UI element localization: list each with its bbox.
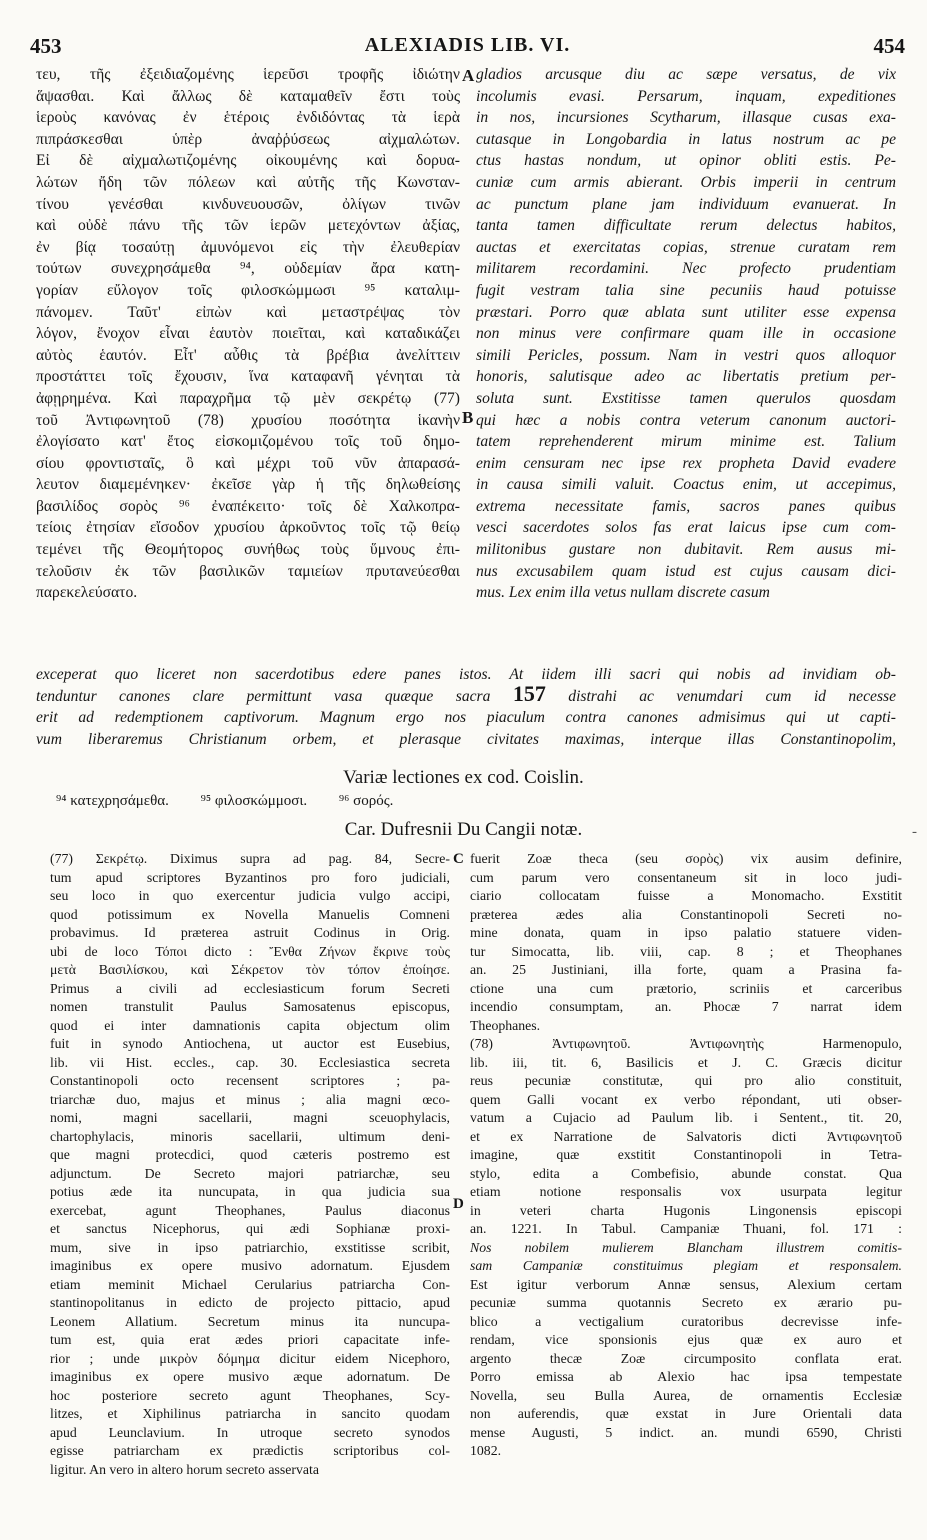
greek-text-line: ἅψασθαι. Καὶ ἄλλως δὲ καταμαθεῖν ἔστι τοὺς (36, 87, 460, 105)
note-line: nomi, magni sacellarii, magni sceuophylacis, (50, 1110, 450, 1125)
greek-text-line: τεμένει τῆς Θεομήτορος συνήθως τοὺς ὕμνους ἐπι- (36, 541, 460, 559)
latin-text-line: qui hæc a nobis contra veterum canonum auctori- (476, 411, 896, 429)
latin-text-line: ctus hastas nondum, ut opinor obliti estis. Pe- (476, 152, 896, 170)
line-segment: tenduntur canones clare permittunt vasa quæque sacra (36, 687, 491, 705)
note-line: litzes, et Xiphilinus patriarcha in sancito quodam (50, 1406, 450, 1421)
greek-text-line: λόγον, ἔνοχον εἶναι ἑαυτὸν ποιεῖται, καὶ καταδικάζει (36, 325, 460, 343)
greek-text-line: Εἰ δὲ αἰχμαλωτιζομένης οἰκουμένης καὶ δορυα- (36, 152, 460, 170)
greek-text-line: προστάττει τοῖς ἔχουσιν, ἵνα καταφανῆ γένηται τὰ (36, 368, 460, 386)
note-line: vatum a Cujacio ad Paulum lib. i Sentent., tit. 20, (470, 1110, 902, 1125)
note-line: non auferendis, quæ exstat in Jure Orientali data (470, 1406, 902, 1421)
note-line: rendam, vice sponsionis ejus quæ ex auro et (470, 1332, 902, 1347)
greek-text-line: τελοῦσιν ἐκ τῶν βασιλικῶν ταμιείων πρυτανεύεσθαι (36, 562, 460, 580)
line-segment: distrahi ac venumdari cum id necesse (568, 687, 896, 705)
note-line: Leonem Allatium. Secretum minus ita nuncupa- (50, 1313, 450, 1329)
note-line: Theophanes. (470, 1017, 541, 1033)
latin-text-line: tatem reprehenderent mirum minime est. Talium (476, 433, 896, 451)
full-width-line: erit ad redemptionem captivorum. Magnum ergo nos piaculum contra canones admisimus qui ut capti- (36, 709, 896, 727)
note-line: an. 1221. In Tabul. Campaniæ Thuani, fol. 171 : (470, 1221, 902, 1236)
greek-text-line: τευ, τῆς ἐξειδιαζομένης ἱερεῦσι τροφῆς ἰδιώτην (36, 66, 460, 83)
note-line: tum est, quia erat ædes priori capacitate infe- (50, 1332, 450, 1347)
latin-text-line: ac punctum plane jam individuum evanuerat. In (476, 195, 896, 213)
note-line: Nos nobilem mulierem Blancham illustrem comitis- (470, 1239, 902, 1255)
latin-text-line: honoris, salutisque adeo ac libertatis pretium per- (476, 368, 896, 386)
greek-text-line: πάνομεν. Ταῦτ' εἰπὼν καὶ μεταστρέψας τὸν (36, 303, 460, 321)
variae-lectiones-heading: Variæ lectiones ex cod. Coislin. (343, 767, 584, 788)
note-line: cum parum vero consentaneum sit in loco judi- (470, 869, 902, 885)
note-line: ligitur. An vero in altero horum secreto asservata (50, 1461, 319, 1477)
variant-reading: ⁹⁴ κατεχρησάμεθα. (56, 793, 169, 809)
note-line: 1082. (470, 1443, 502, 1458)
latin-text-line: incolumis evasi. Persarum, inquam, expeditiones (476, 87, 896, 105)
note-line: fuerit Zoæ theca (seu σορὸς) vix ausim definire, (470, 851, 902, 866)
note-line: mine donata, quam in ipso palatio statuere viden- (470, 925, 902, 940)
note-line: μετὰ Βασιλίσκου, καὶ Σέκρετον τὸν τόπον ἐποίησε. (50, 962, 450, 977)
variae-lectiones-list (56, 793, 421, 810)
note-line: an. 25 Justiniani, illa forte, quam a Prasina fa- (470, 962, 902, 977)
greek-text-line: τείοις ἐτησίαν εἴσοδον χρυσίου ἀρκοῦντος τοῖς τῷ θείῳ (36, 519, 460, 537)
greek-text-line: τούτων συνεχρησάμεθα ⁹⁴, οὐδεμίαν ἄρα κατη- (36, 260, 460, 278)
greek-text-line: ἐλογίσατο κατ' ἔτος εἰσκομιζομένου τοῖς τοῦ δημο- (36, 433, 460, 451)
variant-reading: ⁹⁵ φιλοσκώμμοσι. (200, 793, 308, 809)
margin-marker-a: A (462, 66, 475, 85)
latin-text-line: militarem recordamini. Nec profecto prudentiam (476, 260, 896, 278)
full-width-text (36, 664, 896, 750)
note-line: reus pecuniæ constitutæ, qui pro alio constituit, (470, 1073, 902, 1088)
running-title: ALEXIADIS LIB. VI. (364, 34, 571, 56)
note-line: etiam notione responsalis vox usurpata legitur (470, 1184, 902, 1199)
full-width-line (36, 686, 896, 708)
greek-text-line: σίου φροντισταῖς, ὃ καὶ μέχρι τοῦ νῦν ἀπαρασά- (36, 454, 460, 472)
note-line: stantinopolitanus in edicto de projecto pittacio, apud (50, 1295, 450, 1310)
note-line: mense Augusti, 5 indict. an. mundi 6590, Christi (470, 1424, 902, 1440)
note-line: ctione una cum prætorio, scriniis et carceribus (470, 980, 902, 996)
note-line: quod ei inter damnationis capita objectum olim (50, 1017, 450, 1033)
note-line: stylo, edita a Combefisio, abunde constat. Qua (470, 1165, 902, 1181)
note-line: lib. iii, tit. 6, Basilicis et J. C. Græcis dicitur (470, 1054, 902, 1070)
note-line: sam Campaniæ constituimus plegiam et responsalem. (470, 1258, 902, 1273)
latin-text-line: non minus vere confirmare quam ille in occasione (476, 325, 896, 343)
note-line: ubi de loco Τόποι dicto : Ἔνθα Ζήνων ἔκρινε τοὺς (50, 943, 450, 959)
note-line: hoc posteriore secreto agunt Theophanes, Scy- (50, 1387, 450, 1403)
note-line: pecuniæ summa quotannis Secreto ex ærario pu- (470, 1295, 902, 1310)
running-header (30, 34, 905, 62)
note-line: triarchæ duo, majus et minus ; alia magni œco- (50, 1091, 450, 1107)
margin-marker-b: B (462, 408, 474, 427)
greek-text-line: παρεκελεύσατο. (36, 584, 138, 602)
greek-text-line: πιπράσκεσθαι ὑπὲρ ἀναῤῥύσεως αἰχμαλώτων. (36, 130, 460, 148)
latin-text-line: fugit vestram talia sine pecuniis haud potuisse (476, 281, 896, 299)
full-width-line: exceperat quo liceret non sacerdotibus edere panes istos. At iidem illi sacri qui nobis ad invidiam ob- (36, 666, 896, 683)
page-number-left: 453 (30, 34, 62, 58)
note-line: et ex Narratione de Salvatoris dicti Ἀντιφωνητοῦ (470, 1128, 902, 1144)
note-line: seu loco in quo exercentur judicia vulgo accipi, (50, 888, 450, 903)
note-line: potius æde ita nuncupata, in qua judicia sua (50, 1184, 450, 1199)
note-line: tur Simocatta, lib. viii, cap. 8 ; et Theophanes (470, 943, 902, 959)
latin-text-line: mus. Lex enim illa vetus nullam discrete casum (476, 584, 770, 602)
latin-text-line: tanta tamen difficultate rerum delectus habitos, (476, 217, 896, 235)
variant-reading: ⁹⁶ σορός. (338, 793, 394, 809)
note-line: argento thecæ Zoæ circumposito conflata erat. (470, 1350, 902, 1366)
note-line: Constantinopoli octo recensent scriptores ; pa- (50, 1073, 450, 1088)
note-line: nomen transtulit Paulus Samosatenus episcopus, (50, 999, 450, 1014)
note-line: mum, sive in ipso patriarchio, exstitisse scribit, (50, 1239, 450, 1255)
greek-text-line: ἐν βίᾳ τοσαύτῃ ἀμυνόμενοι εἰς τὴν ἐλευθερίαν (36, 238, 460, 256)
note-line: blico a vectigalium curatoribus decrevisse infe- (470, 1313, 902, 1329)
greek-text-line: αὐτὸς ἑαυτόν. Εἶτ' αὖθις τὰ βρέβια ἀνελίττειν (36, 346, 460, 364)
latin-text-line: in nos, incursiones Scytharum, illasque cusas exa- (476, 109, 896, 127)
page-number-right: 454 (873, 34, 905, 58)
note-line: fuit in synodo Antiochena, ut auctor est Eusebius, (50, 1036, 450, 1051)
greek-text-line: γορίαν εὔλογον τοῖς φιλοσκώμμωσι ⁹⁵ καταλιμ- (36, 281, 460, 299)
note-line: probavimus. Id præterea astruit Codinus in Orig. (50, 925, 450, 940)
note-line: adjunctum. De Secreto majori patriarchæ, seu (50, 1165, 450, 1181)
notes-left-column (50, 850, 450, 1479)
note-line: chartophylacis, minoris sacellarii, ultimum deni- (50, 1128, 450, 1144)
latin-text-line: simili Pericles, possum. Nam in vestri quos alloquor (476, 346, 896, 364)
note-line: quod potissimum ex Novella Manuelis Comneni (50, 906, 450, 922)
greek-text-line: ἱεροὺς κανόνας ἐν ἑτέροις ἐνδιδόντας τὰ ἱερὰ (36, 109, 460, 127)
latin-text-line: gladios arcusque diu ac sæpe versatus, de vix (476, 66, 896, 83)
latin-text-line: auctas et exercitatas copias, strenue curatam rem (476, 238, 896, 256)
greek-text-line: τίνου γενέσθαι κινδυνευουσῶν, ὀλίγων τινῶν (36, 195, 460, 213)
greek-text-line: λευτον διαμεμένηκεν· ἐκεῖσε γὰρ ἡ τῆς δηλωθείσης (36, 476, 460, 494)
edge-mark: - (912, 824, 917, 840)
note-line: Porro emissa ab Alexio hac ipsa tempestate (470, 1369, 902, 1384)
note-line: quem Galli vocant ex verbo répondant, uti obser- (470, 1091, 902, 1107)
note-line: etiam meminit Michael Cerularius patriarcha Con- (50, 1276, 450, 1292)
latin-text-line: enim censuram nec ipse rex propheta David evadere (476, 454, 896, 472)
note-line: apud Leunclavium. In utroque secreto synodos (50, 1424, 450, 1440)
latin-text-line: in causa simili valuit. Coactus enim, ut accepimus, (476, 476, 896, 494)
note-line: lib. vii Hist. eccles., cap. 30. Ecclesiastica secreta (50, 1054, 450, 1070)
greek-text-column (36, 64, 460, 604)
note-line: incendio consumptam, an. Phocæ 7 narrat idem (470, 999, 902, 1014)
greek-text-line: καὶ οὐδὲ πάνυ τῆς τῶν ἱερῶν μετεχόντων ἀξίας, (36, 217, 460, 235)
note-line: et sanctus Nicephorus, qui ædi Sophianæ proxi- (50, 1221, 450, 1236)
note-line: egisse patriarcham ex prædictis scriptoribus col- (50, 1443, 450, 1458)
latin-text-line: soluta sunt. Exstitisse tamen querulos quosdam (476, 389, 896, 407)
note-line: imaginibus ex opere musivo adornatum. Ejusdem (50, 1258, 450, 1273)
latin-text-line: vesci sacerdotes solos fas erat laicus ipse cum com- (476, 519, 896, 537)
note-line: in veteri charta Hugonis Lingonensis episcopi (470, 1202, 902, 1218)
note-line: (77) Σεκρέτῳ. Diximus supra ad pag. 84, Secre- (50, 851, 450, 866)
latin-text-line: cuniæ cum armis abierant. Orbis imperii in centrum (476, 173, 896, 191)
note-line: Novella, seu Bulla Aurea, de ornamentis Ecclesiæ (470, 1387, 902, 1403)
latin-text-line: cutasque in Longobardia in latus nostrum ac pe (476, 130, 896, 148)
note-line: exercebat, agunt Theophanes, Paulus diaconus (50, 1202, 450, 1218)
note-line: tum apud scriptores Byzantinos pro foro judiciali, (50, 869, 450, 885)
greek-text-line: βασιλίδος σορὸς ⁹⁶ ἐναπέκειτο· τοῖς δὲ Χαλκοπρα- (36, 497, 460, 515)
note-line: que magni protecdici, quod cæteris postremo est (50, 1147, 450, 1162)
notes-heading: Car. Dufresnii Du Cangii notæ. (344, 819, 583, 840)
notes-right-column (470, 850, 902, 1461)
greek-text-line: ἀφῃρημένα. Καὶ παραχρῆμα τῷ μὲν σεκρέτῳ (77) (36, 389, 460, 407)
full-width-line: vum liberaremus Christianum orbem, et plerasque civitates maximas, interque illas Constantinopolim, (36, 730, 896, 748)
margin-marker-d: D (453, 1196, 464, 1212)
note-line: Primus a civili ad ecclesiasticum forum Secreti (50, 980, 450, 996)
note-line: (78) Ἀντιφωνητοῦ. Ἀντιφωνητὴς Harmenopulo, (470, 1036, 902, 1051)
latin-text-column (476, 64, 896, 604)
margin-marker-c: C (453, 851, 464, 867)
greek-text-line: τοῦ Ἀντιφωνητοῦ (78) χρυσίου ποσότητα ἱκανὴν (36, 411, 460, 429)
latin-text-line: militonibus gustare non dubitavit. Rem ausus mi- (476, 541, 896, 559)
note-line: præterea ædes alia Constantinopoli Secreti no- (470, 906, 902, 922)
note-line: ciario collocatam fuisse a Monomacho. Exstitit (470, 888, 902, 903)
note-line: Est igitur verborum Annæ sensus, Alexium certam (470, 1276, 902, 1292)
greek-text-line: λώτων ἤδη τῶν πόλεων καὶ αὐτῆς τῆς Κωνσταν- (36, 173, 460, 191)
column-number-marker: 157 (512, 685, 546, 706)
note-line: imagine, quæ exstitit Constantinopoli in Tetra- (470, 1147, 902, 1162)
latin-text-line: nus excusabilem quam istud est cujus causam dici- (476, 562, 896, 580)
note-line: rior ; unde μικρὸν δόμημα dicitur eidem Nicephoro, (50, 1350, 450, 1366)
note-line: imaginibus ex opere musivo æque adornatum. De (50, 1369, 450, 1384)
latin-text-line: extrema necessitate famis, sacros panes quibus (476, 497, 896, 515)
latin-text-line: præstari. Porro quæ ablata sunt utiliter esse expensa (476, 303, 896, 321)
